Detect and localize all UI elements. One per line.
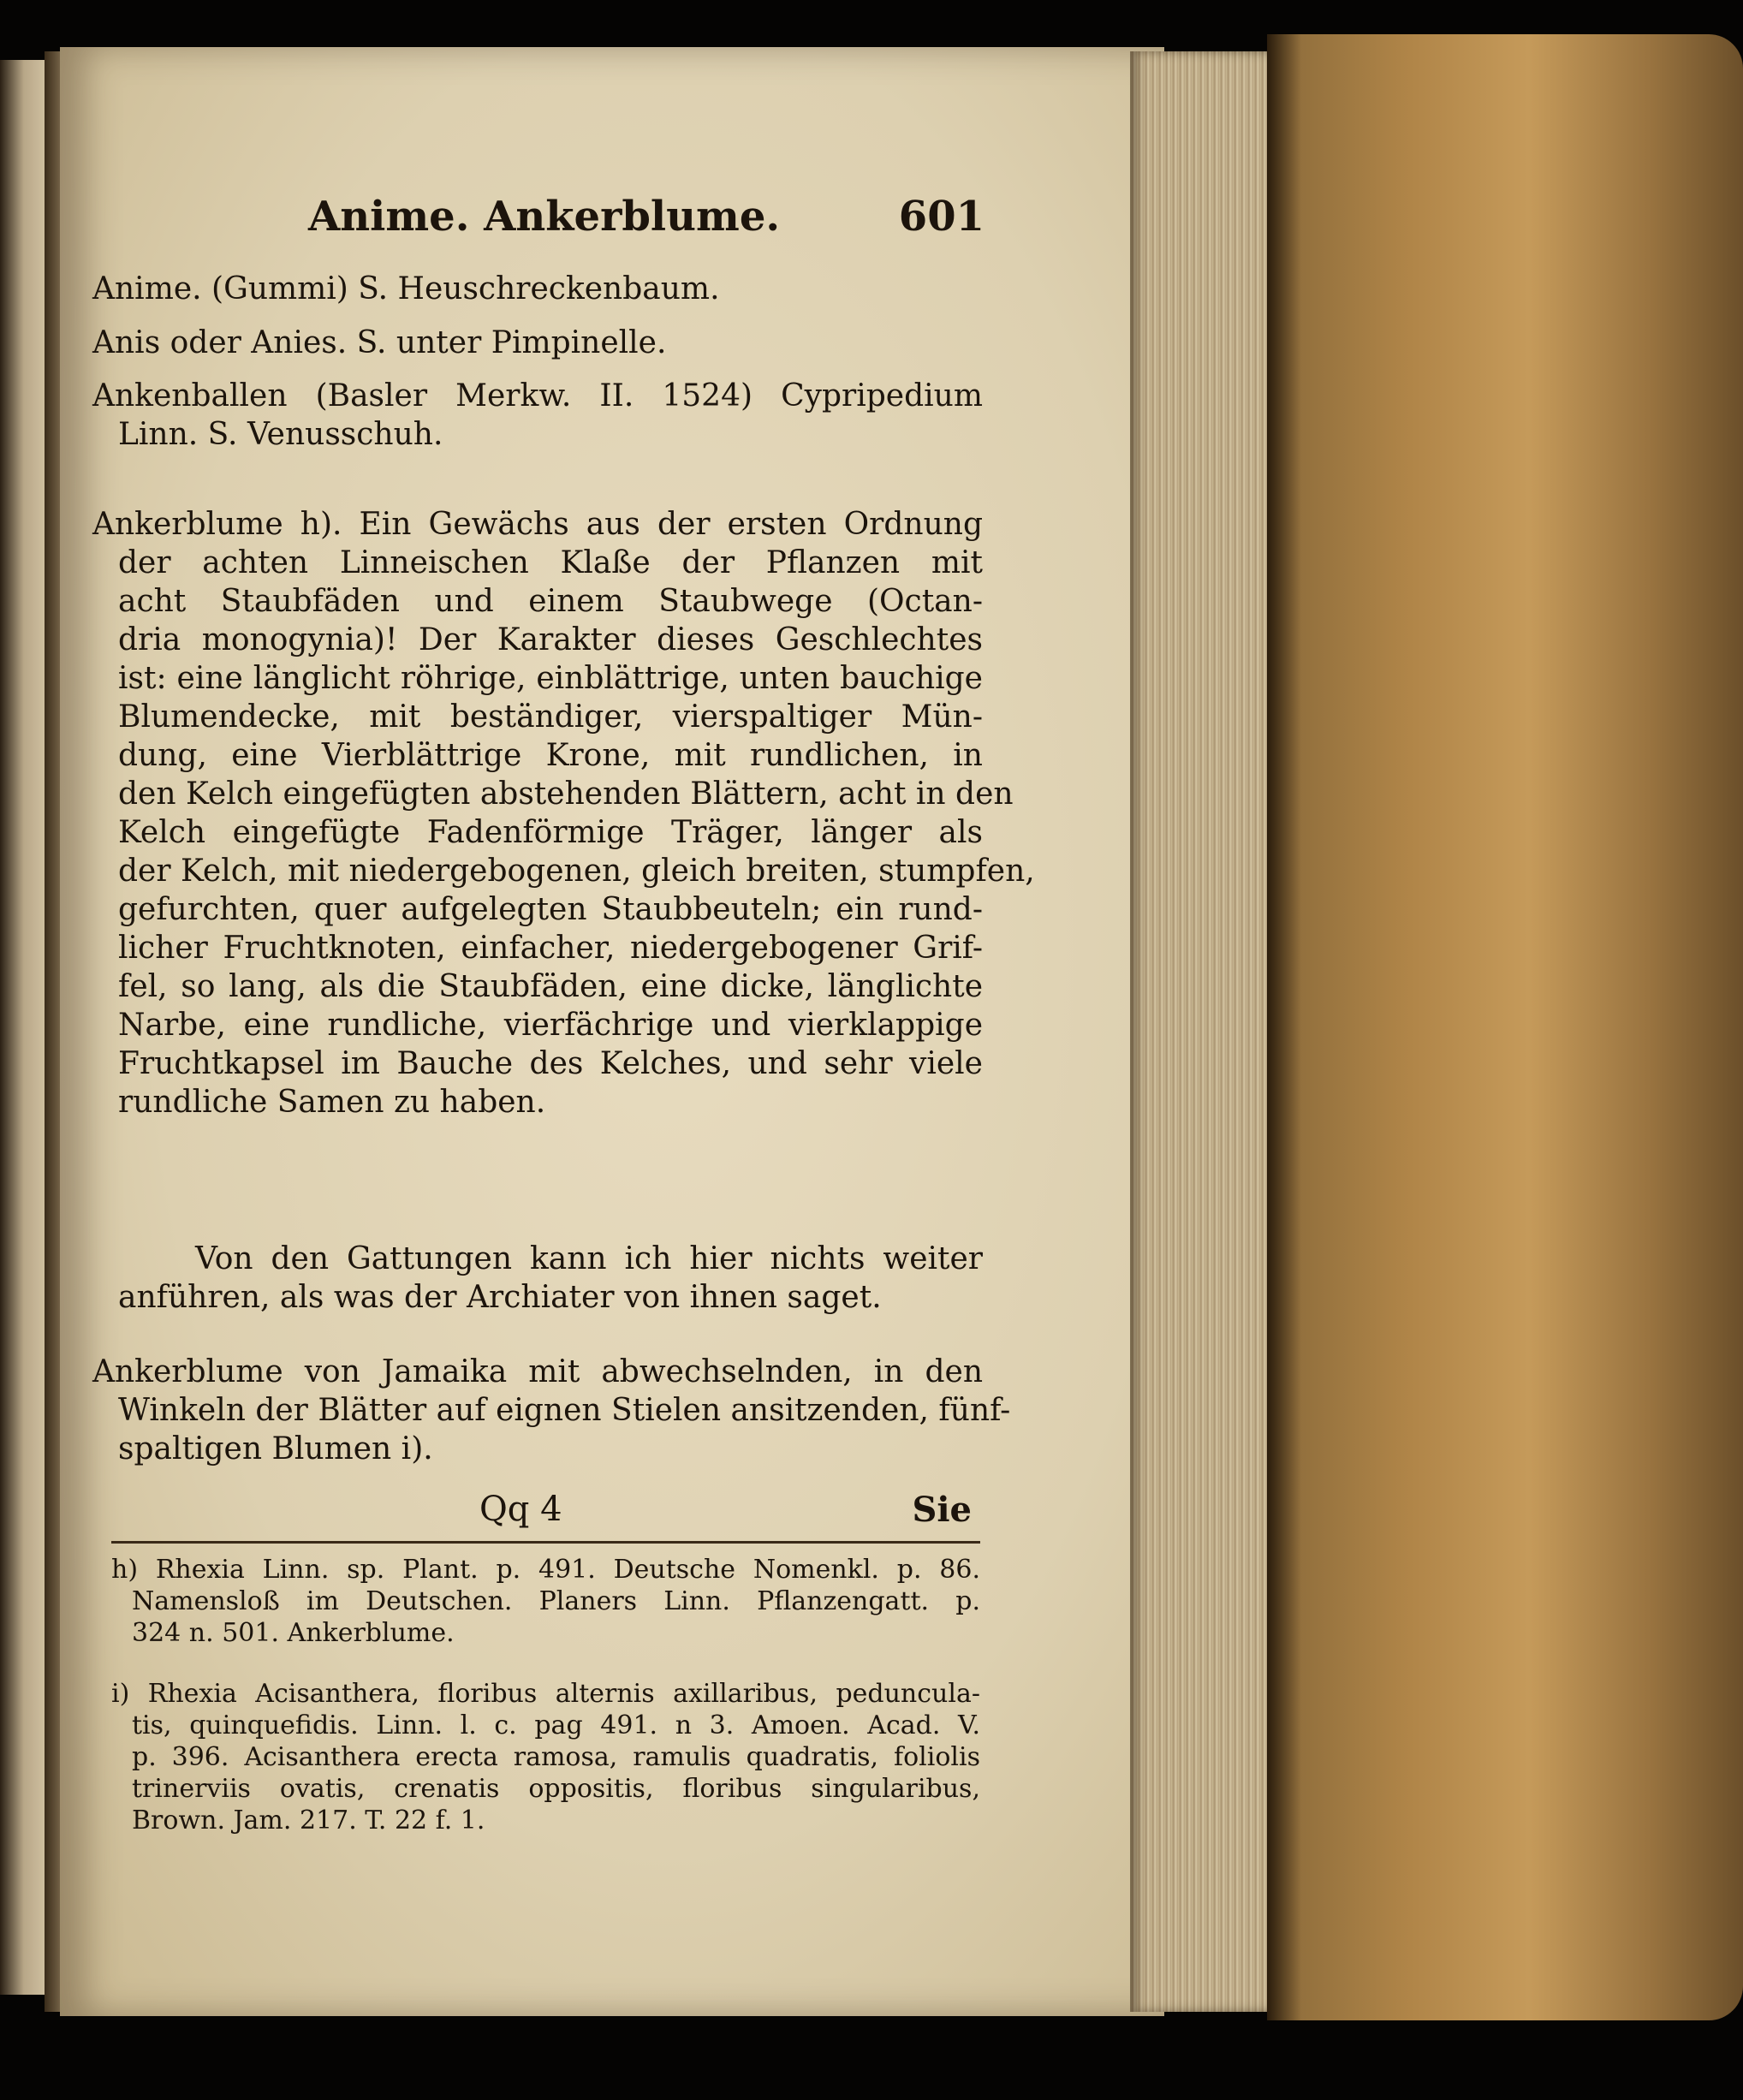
entry-line: acht Staubfäden und einem Staubwege (Octan- <box>118 584 983 619</box>
footnote-i <box>111 1678 980 1836</box>
entry-line: Winkeln der Blätter auf eignen Stielen ansitzenden, fünf- <box>118 1393 1011 1428</box>
paragraph-gattungen <box>92 1240 983 1317</box>
footnote-line: tis, quinquefidis. Linn. l. c. pag 491. n 3. Amoen. Acad. V. <box>132 1710 980 1740</box>
footnote-line: Brown. Jam. 217. T. 22 f. 1. <box>132 1806 485 1835</box>
footnote-line: 324 n. 501. Ankerblume. <box>132 1618 455 1648</box>
entry-line: licher Fruchtknoten, einfacher, niedergebogener Grif- <box>118 931 983 966</box>
entry-line: Ankenballen (Basler Merkw. II. 1524) Cypripedium <box>92 378 983 413</box>
footnote-rule <box>111 1541 980 1544</box>
footnote-line: trinerviis ovatis, crenatis oppositis, floribus singularibus, <box>132 1774 980 1804</box>
entry-line: dria monogynia)! Der Karakter dieses Geschlechtes <box>118 622 983 657</box>
catchline <box>479 1490 972 1532</box>
entry-ankenballen <box>92 377 983 454</box>
page-number: 601 <box>898 193 985 241</box>
running-header <box>308 193 985 244</box>
entry-line: Fruchtkapsel im Bauche des Kelches, und sehr viele <box>118 1046 983 1081</box>
footnote-line: p. 396. Acisanthera erecta ramosa, ramulis quadratis, foliolis <box>132 1742 980 1772</box>
entry-line: spaltigen Blumen i). <box>118 1431 433 1466</box>
running-title: Anime. Ankerblume. <box>308 193 781 241</box>
entry-line: Ankerblume h). Ein Gewächs aus der ersten Ordnung <box>92 507 983 542</box>
entry-line: gefurchten, quer aufgelegten Staubbeuteln; ein rund- <box>118 892 983 927</box>
entry-line: Anime. (Gummi) S. Heuschreckenbaum. <box>92 271 720 306</box>
entry-anis <box>92 324 983 362</box>
footnote-h <box>111 1554 980 1649</box>
entry-line: Narbe, eine rundliche, vierfächrige und vierklappige <box>118 1008 983 1043</box>
entry-line: der achten Linneischen Klaße der Pflanzen mit <box>118 545 983 580</box>
catchword: Sie <box>912 1490 972 1530</box>
entry-line: Blumendecke, mit beständiger, vierspaltiger Mün- <box>118 699 983 735</box>
entry-anime <box>92 270 983 308</box>
signature-mark: Qq 4 <box>479 1490 562 1529</box>
entry-line: ist: eine länglicht röhrige, einblättrige, unten bauchige <box>118 661 983 696</box>
entry-ankerblume <box>92 505 1035 1121</box>
entry-line: Kelch eingefügte Fadenförmige Träger, länger als <box>118 815 983 850</box>
footnote-line: h) Rhexia Linn. sp. Plant. p. 491. Deutsche Nomenkl. p. 86. <box>111 1555 980 1585</box>
entry-line: der Kelch, mit niedergebogenen, gleich breiten, stumpfen, <box>118 854 1035 889</box>
book-cover <box>1267 34 1743 2020</box>
entry-line: den Kelch eingefügten abstehenden Blättern, acht in den <box>118 776 1014 812</box>
entry-line: anführen, als was der Archiater von ihnen saget. <box>118 1280 882 1315</box>
entry-line: Ankerblume von Jamaika mit abwechselnden, in den <box>92 1354 983 1389</box>
entry-line: dung, eine Vierblättrige Krone, mit rundlichen, in <box>118 738 983 773</box>
entry-line: Anis oder Anies. S. unter Pimpinelle. <box>92 325 667 360</box>
entry-line: rundliche Samen zu haben. <box>118 1085 546 1120</box>
footnote-line: i) Rhexia Acisanthera, floribus alternis axillaribus, peduncula- <box>111 1679 980 1709</box>
entry-line: Von den Gattungen kann ich hier nichts weiter <box>195 1241 983 1276</box>
footnote-line: Namensloß im Deutschen. Planers Linn. Pflanzengatt. p. <box>132 1586 980 1616</box>
page-edges <box>1130 51 1284 2012</box>
entry-line: Linn. S. Venusschuh. <box>118 417 443 452</box>
entry-line: fel, so lang, als die Staubfäden, eine dicke, länglichte <box>118 969 983 1004</box>
cover-shadow <box>1267 34 1301 2020</box>
entry-ankerblume-jamaika <box>92 1353 1011 1468</box>
